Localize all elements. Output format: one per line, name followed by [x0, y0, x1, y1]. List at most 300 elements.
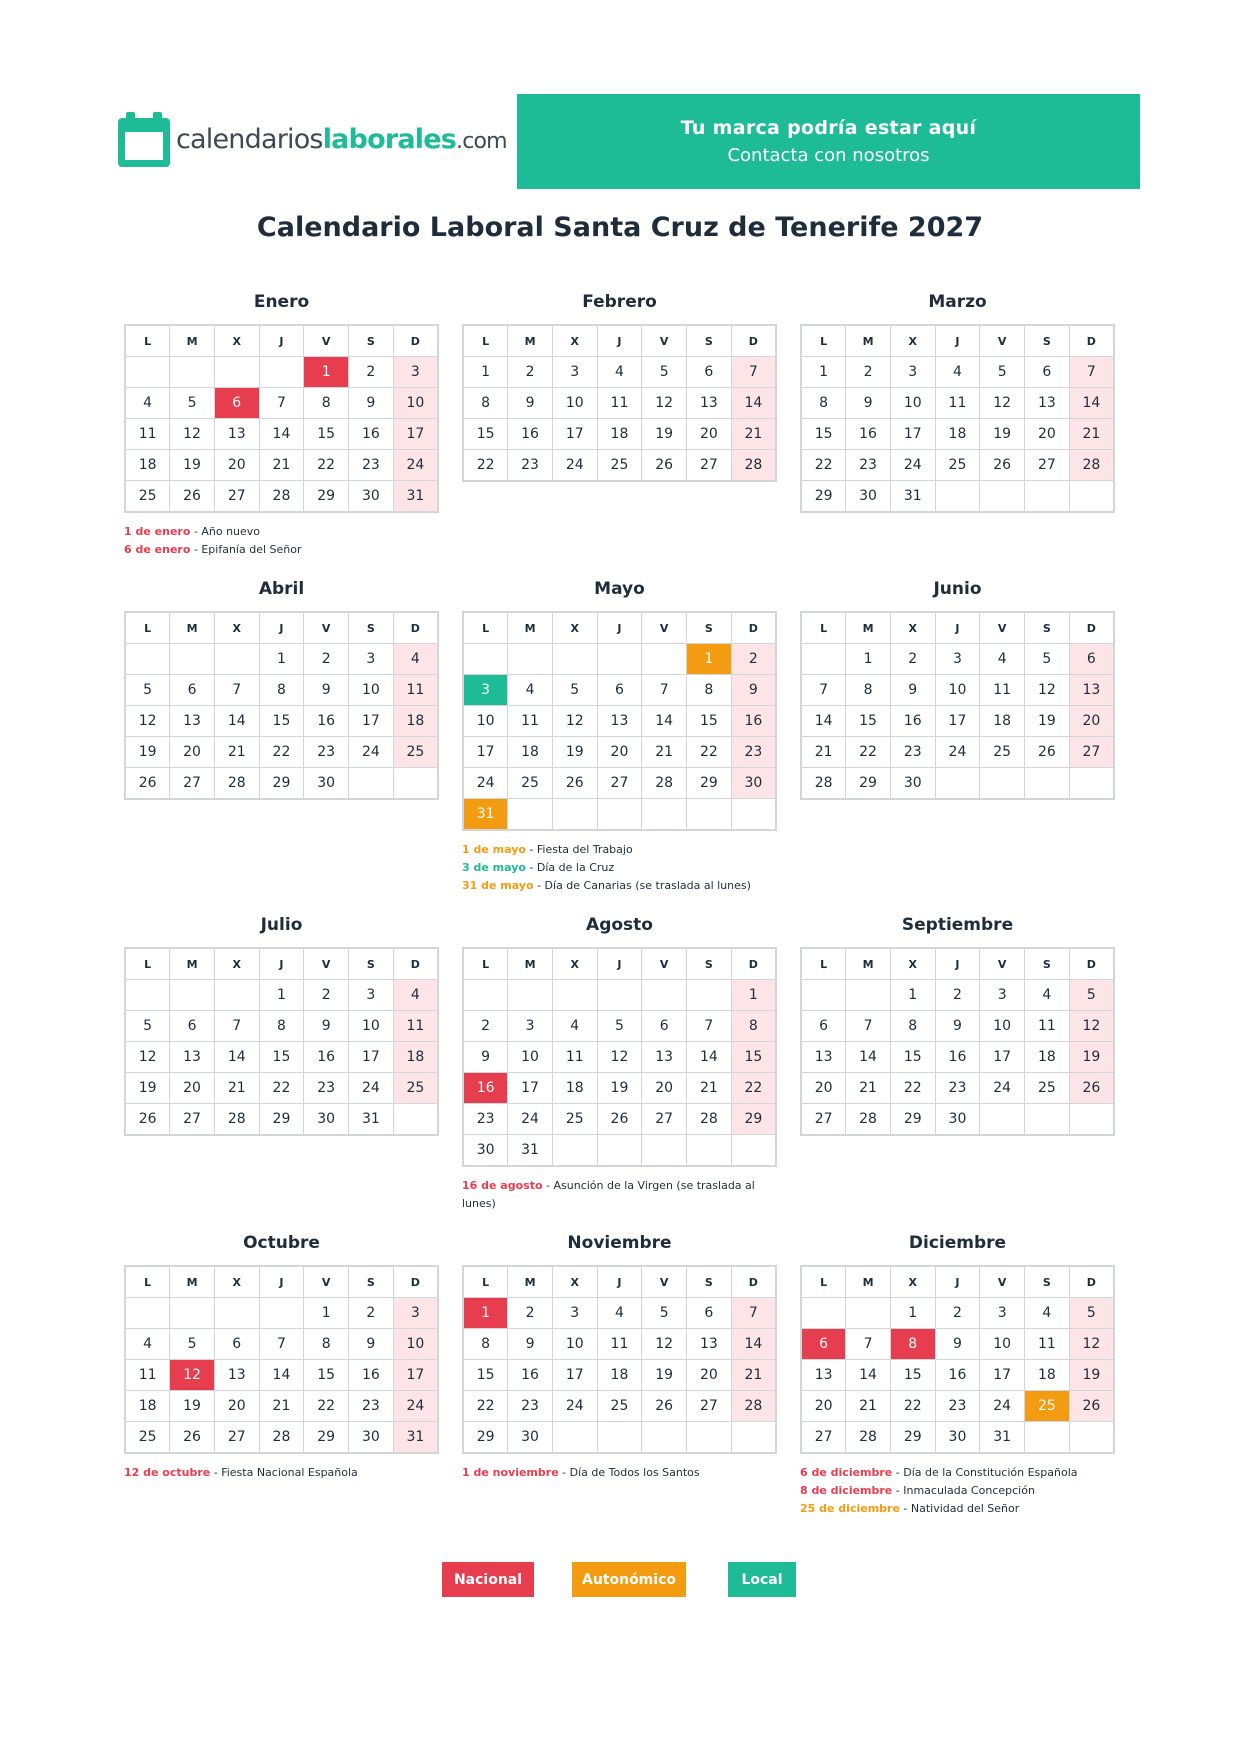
day-cell[interactable]: 13	[170, 706, 215, 737]
day-cell[interactable]: 19	[552, 737, 597, 768]
day-cell[interactable]: 21	[259, 1391, 304, 1422]
day-cell[interactable]: 7	[801, 675, 846, 706]
day-cell[interactable]: 19	[170, 450, 215, 481]
day-cell[interactable]: 8	[687, 675, 732, 706]
day-cell[interactable]: 17	[508, 1073, 553, 1104]
day-cell[interactable]: 7	[214, 675, 259, 706]
day-cell[interactable]: 22	[259, 1073, 304, 1104]
day-cell[interactable]: 5	[125, 675, 170, 706]
day-cell[interactable]: 30	[349, 481, 394, 513]
day-cell[interactable]: 27	[1025, 450, 1070, 481]
day-cell[interactable]: 27	[1069, 737, 1114, 768]
day-cell[interactable]: 27	[801, 1104, 846, 1136]
day-cell[interactable]: 25	[597, 1391, 642, 1422]
day-cell[interactable]: 21	[1069, 419, 1114, 450]
day-cell[interactable]: 10	[935, 675, 980, 706]
day-cell[interactable]: 25	[935, 450, 980, 481]
day-cell[interactable]: 26	[125, 1104, 170, 1136]
day-cell[interactable]: 14	[259, 419, 304, 450]
day-cell[interactable]: 15	[687, 706, 732, 737]
day-cell[interactable]: 21	[801, 737, 846, 768]
day-cell[interactable]: 11	[508, 706, 553, 737]
day-cell[interactable]: 23	[463, 1104, 508, 1135]
day-cell[interactable]: 11	[393, 1011, 438, 1042]
day-cell[interactable]: 20	[642, 1073, 687, 1104]
day-cell[interactable]: 25	[597, 450, 642, 482]
day-cell[interactable]: 18	[393, 1042, 438, 1073]
day-cell[interactable]: 15	[304, 1360, 349, 1391]
day-cell[interactable]: 22	[731, 1073, 776, 1104]
day-cell[interactable]: 10	[393, 388, 438, 419]
day-cell[interactable]: 21	[846, 1391, 891, 1422]
day-cell[interactable]: 31	[508, 1135, 553, 1167]
day-cell[interactable]: 12	[642, 1329, 687, 1360]
day-cell[interactable]: 10	[508, 1042, 553, 1073]
day-cell[interactable]: 15	[259, 706, 304, 737]
day-cell[interactable]: 16	[508, 1360, 553, 1391]
day-cell[interactable]: 21	[731, 1360, 776, 1391]
day-cell[interactable]: 5	[552, 675, 597, 706]
day-cell[interactable]: 14	[214, 1042, 259, 1073]
day-cell[interactable]: 28	[214, 1104, 259, 1136]
day-cell[interactable]: 31	[393, 481, 438, 513]
day-cell[interactable]: 2	[463, 1011, 508, 1042]
day-cell[interactable]: 21	[846, 1073, 891, 1104]
day-cell[interactable]: 20	[170, 1073, 215, 1104]
day-cell[interactable]: 3	[552, 1298, 597, 1329]
day-cell[interactable]: 5	[597, 1011, 642, 1042]
day-cell[interactable]: 27	[801, 1422, 846, 1454]
day-cell[interactable]: 18	[597, 419, 642, 450]
day-cell[interactable]: 29	[890, 1104, 935, 1136]
day-cell[interactable]: 12	[1069, 1329, 1114, 1360]
day-cell[interactable]: 25	[125, 1422, 170, 1454]
day-cell[interactable]: 22	[801, 450, 846, 481]
day-cell[interactable]: 3	[890, 357, 935, 388]
day-cell[interactable]: 31	[349, 1104, 394, 1136]
day-cell[interactable]: 12	[552, 706, 597, 737]
day-cell[interactable]: 23	[846, 450, 891, 481]
day-cell[interactable]: 30	[349, 1422, 394, 1454]
day-cell[interactable]: 4	[935, 357, 980, 388]
day-cell[interactable]: 18	[125, 1391, 170, 1422]
day-cell[interactable]: 6	[170, 1011, 215, 1042]
day-cell[interactable]: 18	[597, 1360, 642, 1391]
day-cell[interactable]: 18	[1025, 1360, 1070, 1391]
day-cell[interactable]: 24	[552, 1391, 597, 1422]
day-cell[interactable]: 9	[846, 388, 891, 419]
day-cell[interactable]: 30	[846, 481, 891, 513]
day-cell[interactable]: 13	[214, 1360, 259, 1391]
day-cell[interactable]: 19	[642, 1360, 687, 1391]
day-cell[interactable]: 15	[846, 706, 891, 737]
day-cell[interactable]: 24	[393, 1391, 438, 1422]
day-cell[interactable]: 11	[1025, 1011, 1070, 1042]
day-cell[interactable]: 12	[1025, 675, 1070, 706]
day-cell[interactable]: 14	[731, 1329, 776, 1360]
day-cell[interactable]: 28	[259, 481, 304, 513]
day-cell[interactable]: 18	[552, 1073, 597, 1104]
day-cell[interactable]: 30	[463, 1135, 508, 1167]
day-cell[interactable]: 2	[508, 1298, 553, 1329]
day-cell[interactable]: 19	[642, 419, 687, 450]
day-cell[interactable]: 24	[980, 1391, 1025, 1422]
day-cell[interactable]: 1	[731, 980, 776, 1011]
holiday-day-cell[interactable]: 31	[463, 799, 508, 831]
day-cell[interactable]: 10	[552, 1329, 597, 1360]
day-cell[interactable]: 20	[1069, 706, 1114, 737]
day-cell[interactable]: 9	[349, 388, 394, 419]
day-cell[interactable]: 22	[687, 737, 732, 768]
day-cell[interactable]: 5	[642, 357, 687, 388]
day-cell[interactable]: 24	[935, 737, 980, 768]
day-cell[interactable]: 9	[304, 675, 349, 706]
day-cell[interactable]: 12	[170, 419, 215, 450]
day-cell[interactable]: 17	[349, 706, 394, 737]
day-cell[interactable]: 16	[349, 1360, 394, 1391]
day-cell[interactable]: 11	[393, 675, 438, 706]
day-cell[interactable]: 13	[597, 706, 642, 737]
day-cell[interactable]: 7	[846, 1329, 891, 1360]
day-cell[interactable]: 3	[935, 644, 980, 675]
day-cell[interactable]: 2	[935, 980, 980, 1011]
day-cell[interactable]: 9	[935, 1011, 980, 1042]
day-cell[interactable]: 1	[890, 980, 935, 1011]
day-cell[interactable]: 18	[1025, 1042, 1070, 1073]
day-cell[interactable]: 26	[170, 1422, 215, 1454]
day-cell[interactable]: 4	[552, 1011, 597, 1042]
day-cell[interactable]: 29	[304, 1422, 349, 1454]
day-cell[interactable]: 14	[214, 706, 259, 737]
day-cell[interactable]: 16	[508, 419, 553, 450]
day-cell[interactable]: 20	[170, 737, 215, 768]
day-cell[interactable]: 3	[980, 1298, 1025, 1329]
day-cell[interactable]: 26	[170, 481, 215, 513]
day-cell[interactable]: 5	[170, 1329, 215, 1360]
day-cell[interactable]: 28	[687, 1104, 732, 1135]
day-cell[interactable]: 29	[259, 1104, 304, 1136]
day-cell[interactable]: 8	[731, 1011, 776, 1042]
day-cell[interactable]: 27	[170, 768, 215, 800]
day-cell[interactable]: 5	[125, 1011, 170, 1042]
day-cell[interactable]: 21	[214, 1073, 259, 1104]
day-cell[interactable]: 23	[508, 1391, 553, 1422]
day-cell[interactable]: 29	[801, 481, 846, 513]
day-cell[interactable]: 10	[552, 388, 597, 419]
day-cell[interactable]: 23	[508, 450, 553, 482]
day-cell[interactable]: 26	[597, 1104, 642, 1135]
day-cell[interactable]: 14	[801, 706, 846, 737]
day-cell[interactable]: 24	[508, 1104, 553, 1135]
day-cell[interactable]: 13	[642, 1042, 687, 1073]
day-cell[interactable]: 6	[801, 1011, 846, 1042]
advertising-banner[interactable]	[517, 94, 1140, 189]
day-cell[interactable]: 23	[349, 450, 394, 481]
day-cell[interactable]: 7	[259, 1329, 304, 1360]
day-cell[interactable]: 28	[731, 1391, 776, 1422]
day-cell[interactable]: 4	[125, 1329, 170, 1360]
day-cell[interactable]: 7	[687, 1011, 732, 1042]
day-cell[interactable]: 15	[304, 419, 349, 450]
day-cell[interactable]: 14	[1069, 388, 1114, 419]
day-cell[interactable]: 6	[642, 1011, 687, 1042]
day-cell[interactable]: 8	[259, 1011, 304, 1042]
day-cell[interactable]: 30	[304, 768, 349, 800]
day-cell[interactable]: 4	[393, 980, 438, 1011]
day-cell[interactable]: 29	[890, 1422, 935, 1454]
day-cell[interactable]: 1	[846, 644, 891, 675]
day-cell[interactable]: 14	[687, 1042, 732, 1073]
day-cell[interactable]: 15	[463, 419, 508, 450]
day-cell[interactable]: 20	[801, 1073, 846, 1104]
day-cell[interactable]: 19	[1069, 1360, 1114, 1391]
day-cell[interactable]: 10	[980, 1011, 1025, 1042]
day-cell[interactable]: 31	[980, 1422, 1025, 1454]
day-cell[interactable]: 26	[980, 450, 1025, 481]
day-cell[interactable]: 10	[463, 706, 508, 737]
day-cell[interactable]: 4	[597, 357, 642, 388]
day-cell[interactable]: 20	[214, 1391, 259, 1422]
day-cell[interactable]: 7	[642, 675, 687, 706]
day-cell[interactable]: 7	[214, 1011, 259, 1042]
day-cell[interactable]: 13	[687, 388, 732, 419]
holiday-day-cell[interactable]: 1	[463, 1298, 508, 1329]
day-cell[interactable]: 16	[304, 706, 349, 737]
day-cell[interactable]: 25	[1025, 1073, 1070, 1104]
day-cell[interactable]: 9	[463, 1042, 508, 1073]
day-cell[interactable]: 6	[687, 1298, 732, 1329]
day-cell[interactable]: 26	[125, 768, 170, 800]
day-cell[interactable]: 13	[801, 1360, 846, 1391]
day-cell[interactable]: 5	[1069, 980, 1114, 1011]
day-cell[interactable]: 5	[170, 388, 215, 419]
day-cell[interactable]: 16	[935, 1042, 980, 1073]
day-cell[interactable]: 24	[393, 450, 438, 481]
day-cell[interactable]: 22	[304, 1391, 349, 1422]
day-cell[interactable]: 30	[935, 1104, 980, 1136]
day-cell[interactable]: 29	[463, 1422, 508, 1454]
day-cell[interactable]: 9	[731, 675, 776, 706]
day-cell[interactable]: 11	[125, 1360, 170, 1391]
holiday-day-cell[interactable]: 8	[890, 1329, 935, 1360]
day-cell[interactable]: 27	[170, 1104, 215, 1136]
day-cell[interactable]: 17	[552, 419, 597, 450]
day-cell[interactable]: 4	[1025, 1298, 1070, 1329]
day-cell[interactable]: 9	[349, 1329, 394, 1360]
holiday-day-cell[interactable]: 25	[1025, 1391, 1070, 1422]
day-cell[interactable]: 11	[597, 388, 642, 419]
day-cell[interactable]: 24	[890, 450, 935, 481]
day-cell[interactable]: 1	[304, 1298, 349, 1329]
day-cell[interactable]: 20	[801, 1391, 846, 1422]
day-cell[interactable]: 20	[687, 1360, 732, 1391]
day-cell[interactable]: 4	[980, 644, 1025, 675]
day-cell[interactable]: 29	[731, 1104, 776, 1135]
day-cell[interactable]: 12	[125, 706, 170, 737]
day-cell[interactable]: 22	[259, 737, 304, 768]
day-cell[interactable]: 24	[980, 1073, 1025, 1104]
day-cell[interactable]: 30	[304, 1104, 349, 1136]
holiday-day-cell[interactable]: 6	[214, 388, 259, 419]
day-cell[interactable]: 5	[1025, 644, 1070, 675]
day-cell[interactable]: 3	[349, 980, 394, 1011]
day-cell[interactable]: 2	[349, 1298, 394, 1329]
day-cell[interactable]: 28	[846, 1422, 891, 1454]
day-cell[interactable]: 3	[508, 1011, 553, 1042]
day-cell[interactable]: 22	[304, 450, 349, 481]
day-cell[interactable]: 11	[597, 1329, 642, 1360]
day-cell[interactable]: 7	[731, 357, 776, 388]
day-cell[interactable]: 3	[393, 357, 438, 388]
day-cell[interactable]: 7	[1069, 357, 1114, 388]
holiday-day-cell[interactable]: 1	[687, 644, 732, 675]
day-cell[interactable]: 12	[125, 1042, 170, 1073]
day-cell[interactable]: 15	[463, 1360, 508, 1391]
day-cell[interactable]: 3	[349, 644, 394, 675]
day-cell[interactable]: 9	[508, 1329, 553, 1360]
day-cell[interactable]: 21	[259, 450, 304, 481]
day-cell[interactable]: 1	[259, 644, 304, 675]
day-cell[interactable]: 9	[508, 388, 553, 419]
day-cell[interactable]: 8	[463, 388, 508, 419]
day-cell[interactable]: 14	[642, 706, 687, 737]
day-cell[interactable]: 6	[597, 675, 642, 706]
day-cell[interactable]: 10	[890, 388, 935, 419]
day-cell[interactable]: 31	[890, 481, 935, 513]
day-cell[interactable]: 15	[890, 1042, 935, 1073]
day-cell[interactable]: 10	[349, 675, 394, 706]
day-cell[interactable]: 25	[393, 737, 438, 768]
day-cell[interactable]: 2	[304, 980, 349, 1011]
day-cell[interactable]: 9	[935, 1329, 980, 1360]
day-cell[interactable]: 15	[801, 419, 846, 450]
day-cell[interactable]: 10	[980, 1329, 1025, 1360]
day-cell[interactable]: 14	[846, 1360, 891, 1391]
day-cell[interactable]: 1	[890, 1298, 935, 1329]
day-cell[interactable]: 18	[508, 737, 553, 768]
day-cell[interactable]: 30	[731, 768, 776, 799]
day-cell[interactable]: 11	[125, 419, 170, 450]
day-cell[interactable]: 31	[393, 1422, 438, 1454]
holiday-day-cell[interactable]: 16	[463, 1073, 508, 1104]
day-cell[interactable]: 17	[463, 737, 508, 768]
day-cell[interactable]: 19	[597, 1073, 642, 1104]
day-cell[interactable]: 29	[259, 768, 304, 800]
day-cell[interactable]: 19	[1025, 706, 1070, 737]
day-cell[interactable]: 29	[304, 481, 349, 513]
day-cell[interactable]: 16	[349, 419, 394, 450]
day-cell[interactable]: 18	[393, 706, 438, 737]
day-cell[interactable]: 22	[846, 737, 891, 768]
day-cell[interactable]: 5	[642, 1298, 687, 1329]
day-cell[interactable]: 27	[214, 481, 259, 513]
day-cell[interactable]: 26	[642, 1391, 687, 1422]
day-cell[interactable]: 17	[980, 1042, 1025, 1073]
day-cell[interactable]: 3	[393, 1298, 438, 1329]
day-cell[interactable]: 20	[214, 450, 259, 481]
day-cell[interactable]: 10	[349, 1011, 394, 1042]
day-cell[interactable]: 30	[890, 768, 935, 800]
day-cell[interactable]: 11	[1025, 1329, 1070, 1360]
day-cell[interactable]: 21	[214, 737, 259, 768]
day-cell[interactable]: 8	[259, 675, 304, 706]
day-cell[interactable]: 23	[349, 1391, 394, 1422]
day-cell[interactable]: 19	[125, 1073, 170, 1104]
day-cell[interactable]: 4	[1025, 980, 1070, 1011]
day-cell[interactable]: 28	[259, 1422, 304, 1454]
day-cell[interactable]: 8	[890, 1011, 935, 1042]
day-cell[interactable]: 13	[687, 1329, 732, 1360]
day-cell[interactable]: 26	[1069, 1391, 1114, 1422]
day-cell[interactable]: 30	[935, 1422, 980, 1454]
day-cell[interactable]: 8	[304, 388, 349, 419]
day-cell[interactable]: 23	[304, 1073, 349, 1104]
day-cell[interactable]: 14	[259, 1360, 304, 1391]
day-cell[interactable]: 26	[642, 450, 687, 482]
day-cell[interactable]: 20	[687, 419, 732, 450]
day-cell[interactable]: 15	[259, 1042, 304, 1073]
day-cell[interactable]: 28	[1069, 450, 1114, 481]
day-cell[interactable]: 2	[890, 644, 935, 675]
day-cell[interactable]: 4	[125, 388, 170, 419]
day-cell[interactable]: 28	[731, 450, 776, 482]
day-cell[interactable]: 24	[463, 768, 508, 799]
day-cell[interactable]: 17	[890, 419, 935, 450]
day-cell[interactable]: 17	[552, 1360, 597, 1391]
holiday-day-cell[interactable]: 6	[801, 1329, 846, 1360]
day-cell[interactable]: 27	[214, 1422, 259, 1454]
day-cell[interactable]: 8	[801, 388, 846, 419]
day-cell[interactable]: 17	[349, 1042, 394, 1073]
holiday-day-cell[interactable]: 1	[304, 357, 349, 388]
day-cell[interactable]: 11	[935, 388, 980, 419]
day-cell[interactable]: 16	[890, 706, 935, 737]
day-cell[interactable]: 13	[801, 1042, 846, 1073]
day-cell[interactable]: 25	[393, 1073, 438, 1104]
day-cell[interactable]: 12	[597, 1042, 642, 1073]
day-cell[interactable]: 26	[552, 768, 597, 799]
day-cell[interactable]: 14	[731, 388, 776, 419]
day-cell[interactable]: 25	[125, 481, 170, 513]
banner-contact-link[interactable]: Contacta con nosotros	[727, 145, 930, 166]
day-cell[interactable]: 30	[508, 1422, 553, 1454]
day-cell[interactable]: 24	[349, 1073, 394, 1104]
day-cell[interactable]: 1	[259, 980, 304, 1011]
day-cell[interactable]: 24	[349, 737, 394, 768]
day-cell[interactable]: 2	[508, 357, 553, 388]
day-cell[interactable]: 13	[1025, 388, 1070, 419]
day-cell[interactable]: 8	[463, 1329, 508, 1360]
day-cell[interactable]: 11	[980, 675, 1025, 706]
day-cell[interactable]: 27	[687, 1391, 732, 1422]
day-cell[interactable]: 2	[304, 644, 349, 675]
day-cell[interactable]: 26	[1069, 1073, 1114, 1104]
day-cell[interactable]: 9	[304, 1011, 349, 1042]
day-cell[interactable]: 28	[642, 768, 687, 799]
day-cell[interactable]: 23	[935, 1391, 980, 1422]
day-cell[interactable]: 22	[463, 450, 508, 482]
day-cell[interactable]: 15	[731, 1042, 776, 1073]
day-cell[interactable]: 2	[846, 357, 891, 388]
day-cell[interactable]: 26	[1025, 737, 1070, 768]
day-cell[interactable]: 28	[801, 768, 846, 800]
day-cell[interactable]: 10	[393, 1329, 438, 1360]
day-cell[interactable]: 16	[935, 1360, 980, 1391]
day-cell[interactable]: 13	[170, 1042, 215, 1073]
day-cell[interactable]: 20	[1025, 419, 1070, 450]
day-cell[interactable]: 25	[508, 768, 553, 799]
day-cell[interactable]: 16	[846, 419, 891, 450]
